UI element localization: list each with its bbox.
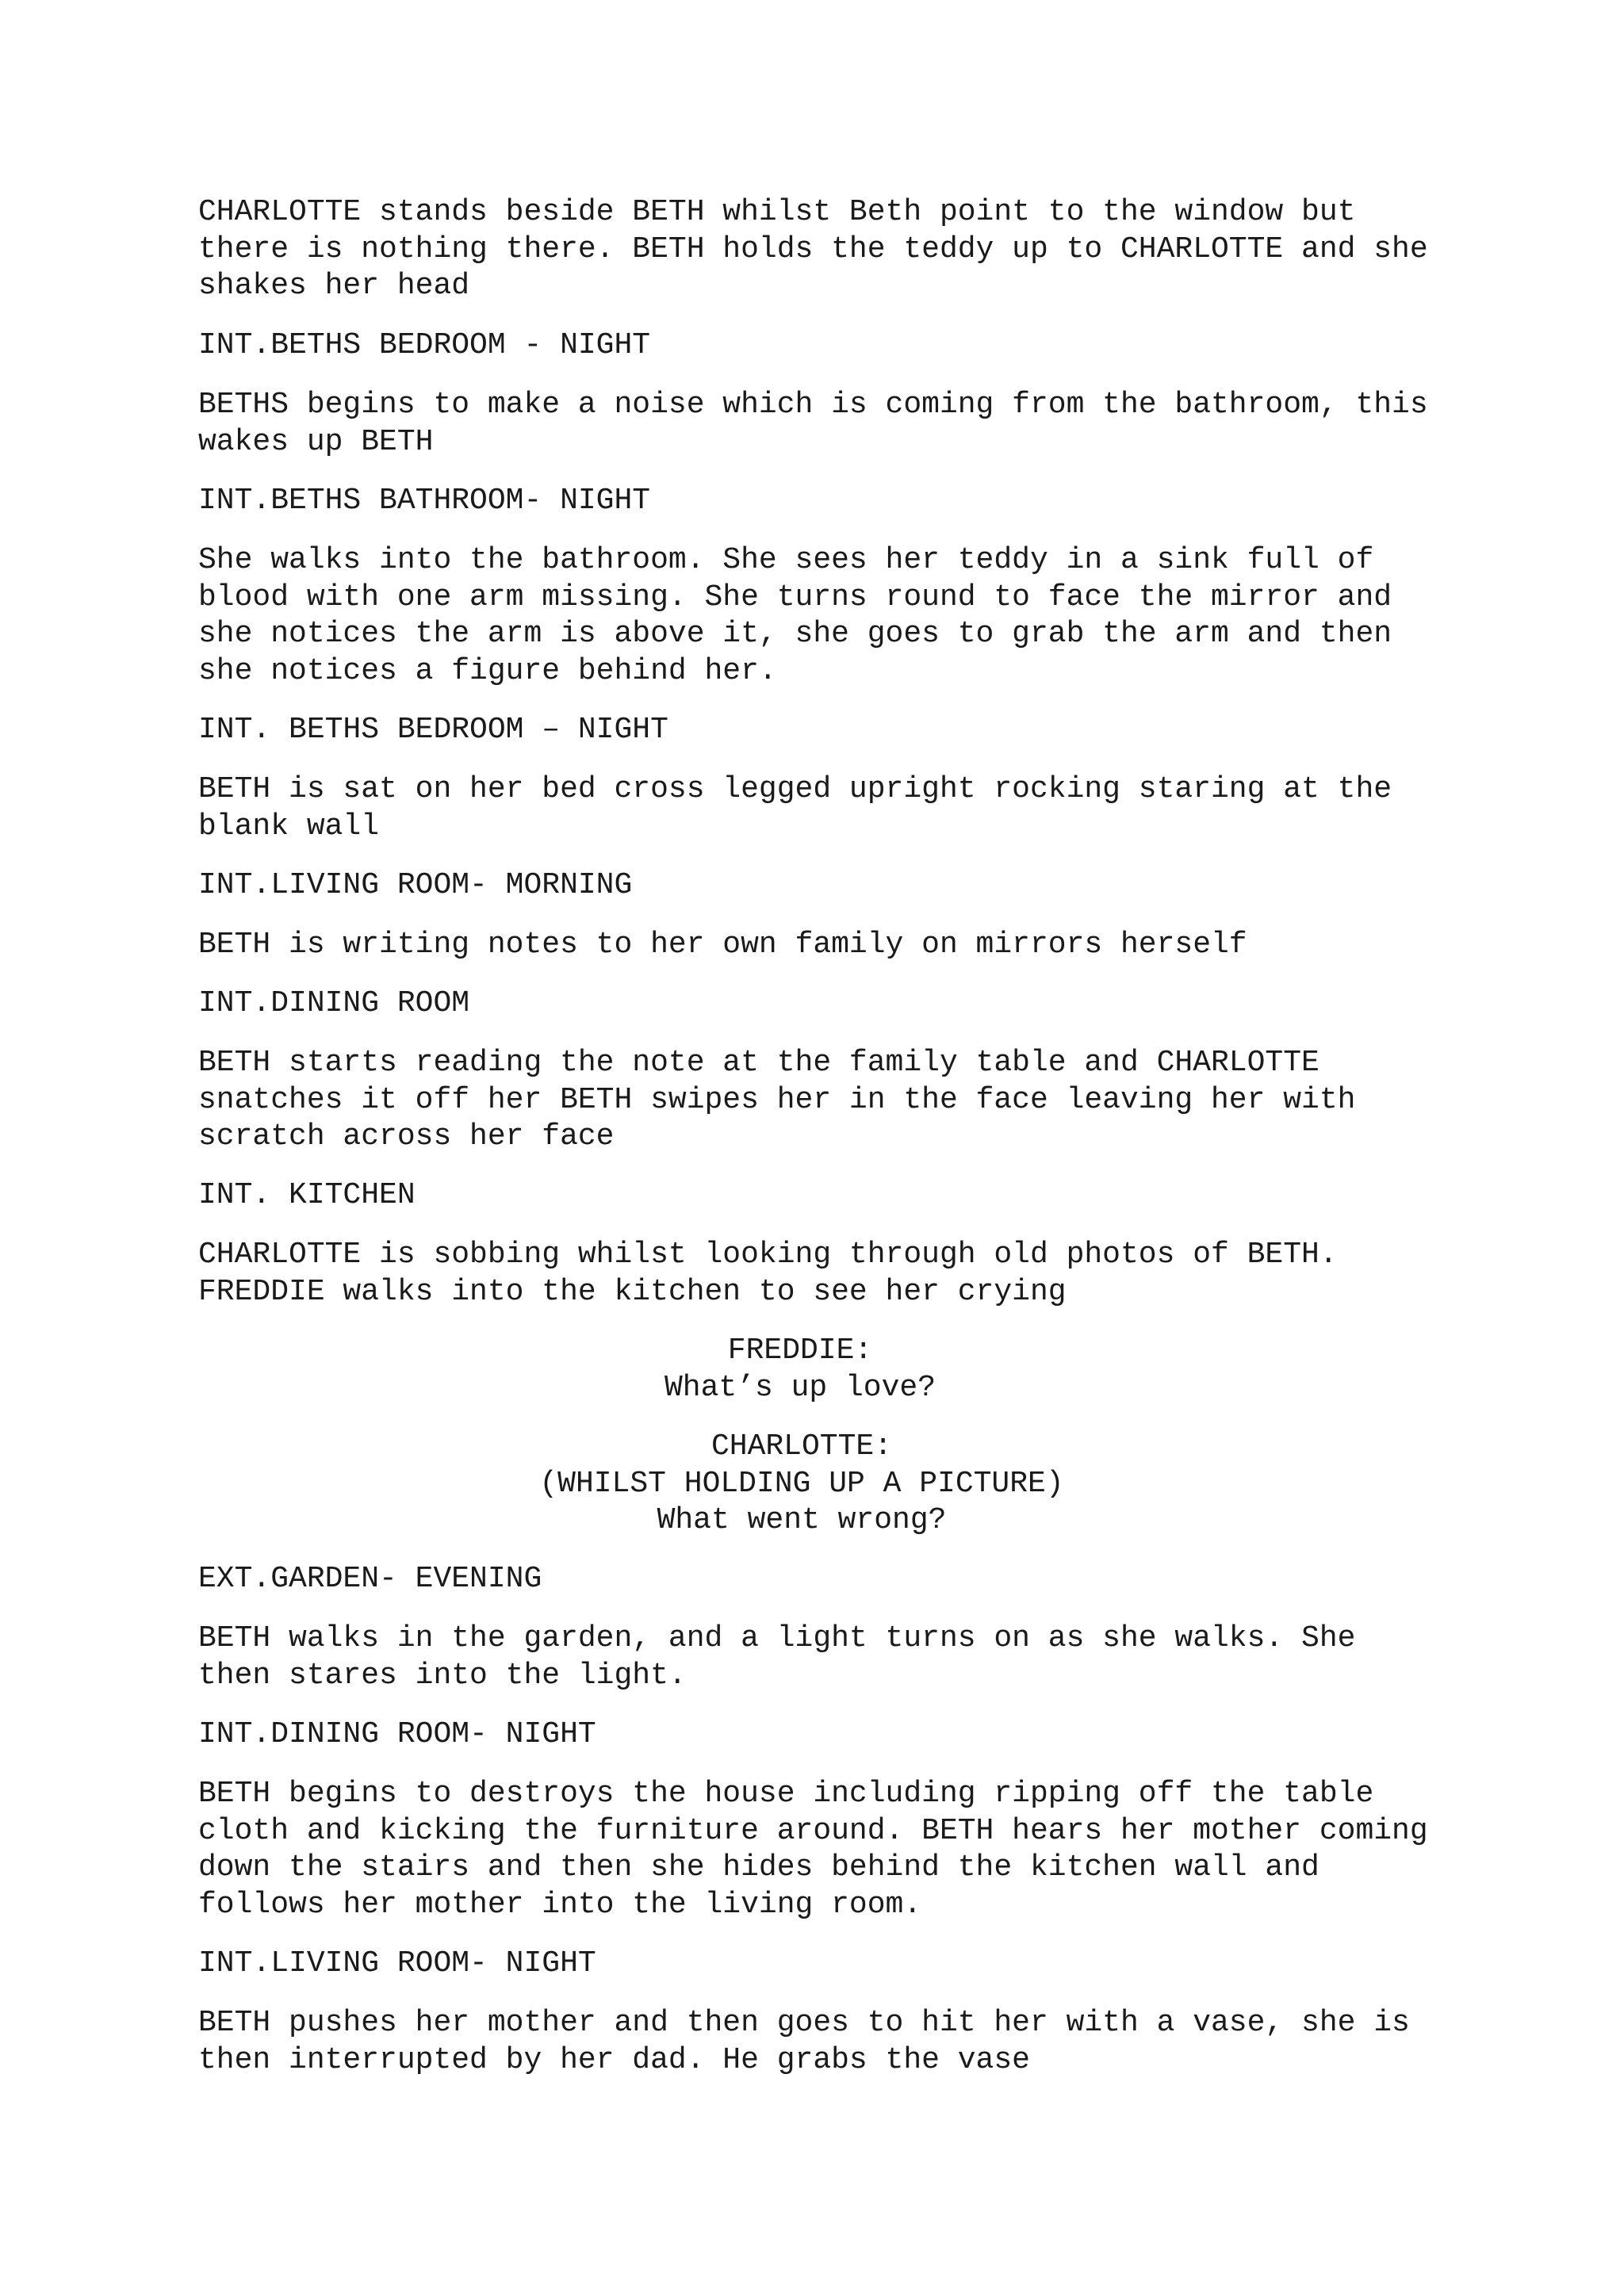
- scene-heading: INT. BETHS BEDROOM – NIGHT: [198, 713, 668, 747]
- scene-heading: INT.LIVING ROOM- MORNING: [198, 868, 633, 902]
- scene-heading: INT.DINING ROOM- NIGHT: [198, 1717, 596, 1751]
- action-paragraph: CHARLOTTE is sobbing whilst looking through old photos of BETH. FREDDIE walks into the kitchen to see her crying: [198, 1238, 1338, 1309]
- action-paragraph: BETH is sat on her bed cross legged upright rocking staring at the blank wall: [198, 772, 1392, 844]
- dialogue-line: What went wrong?: [657, 1503, 947, 1537]
- scene-heading: INT. KITCHEN: [198, 1178, 416, 1212]
- action-paragraph: BETH pushes her mother and then goes to hit her with a vase, she is then interrupted by her dad. He grabs the vase: [198, 2006, 1410, 2077]
- action-paragraph: BETH is writing notes to her own family on mirrors herself: [198, 928, 1247, 962]
- scene-heading: INT.LIVING ROOM- NIGHT: [198, 1946, 596, 1980]
- character-name: FREDDIE:: [727, 1334, 873, 1368]
- parenthetical: (WHILST HOLDING UP A PICTURE): [539, 1466, 1064, 1501]
- dialogue-block-charlotte: [0, 1429, 1624, 1540]
- action-paragraph: BETH walks in the garden, and a light turns on as she walks. She then stares into the light.: [198, 1621, 1356, 1693]
- action-paragraph: CHARLOTTE stands beside BETH whilst Beth point to the window but there is nothing there. BETH holds the teddy up to CHARLOTTE and she shakes her head: [198, 195, 1428, 303]
- scene-heading: INT.DINING ROOM: [198, 986, 470, 1020]
- character-name: CHARLOTTE:: [710, 1429, 893, 1464]
- action-paragraph: BETH begins to destroys the house including ripping off the table cloth and kicking the furniture around. BETH hears her mother coming down the stairs and then she hides behind the kitchen wall and follows her mother into the living room.: [198, 1777, 1428, 1922]
- action-paragraph: She walks into the bathroom. She sees her teddy in a sink full of blood with one arm missing. She turns round to face the mirror and she notices the arm is above it, she goes to grab the arm and then she notices a figure behind her.: [198, 543, 1392, 688]
- action-paragraph: BETHS begins to make a noise which is coming from the bathroom, this wakes up BETH: [198, 388, 1428, 459]
- scene-heading: INT.BETHS BATHROOM- NIGHT: [198, 484, 651, 518]
- scene-heading: INT.BETHS BEDROOM - NIGHT: [198, 328, 651, 362]
- dialogue-block-freddie: [0, 1333, 1624, 1406]
- dialogue-line: What’s up love?: [664, 1370, 936, 1405]
- action-paragraph: BETH starts reading the note at the family table and CHARLOTTE snatches it off her BETH swipes her in the face leaving her with scratch across her face: [198, 1046, 1356, 1154]
- scene-heading: EXT.GARDEN- EVENING: [198, 1562, 542, 1596]
